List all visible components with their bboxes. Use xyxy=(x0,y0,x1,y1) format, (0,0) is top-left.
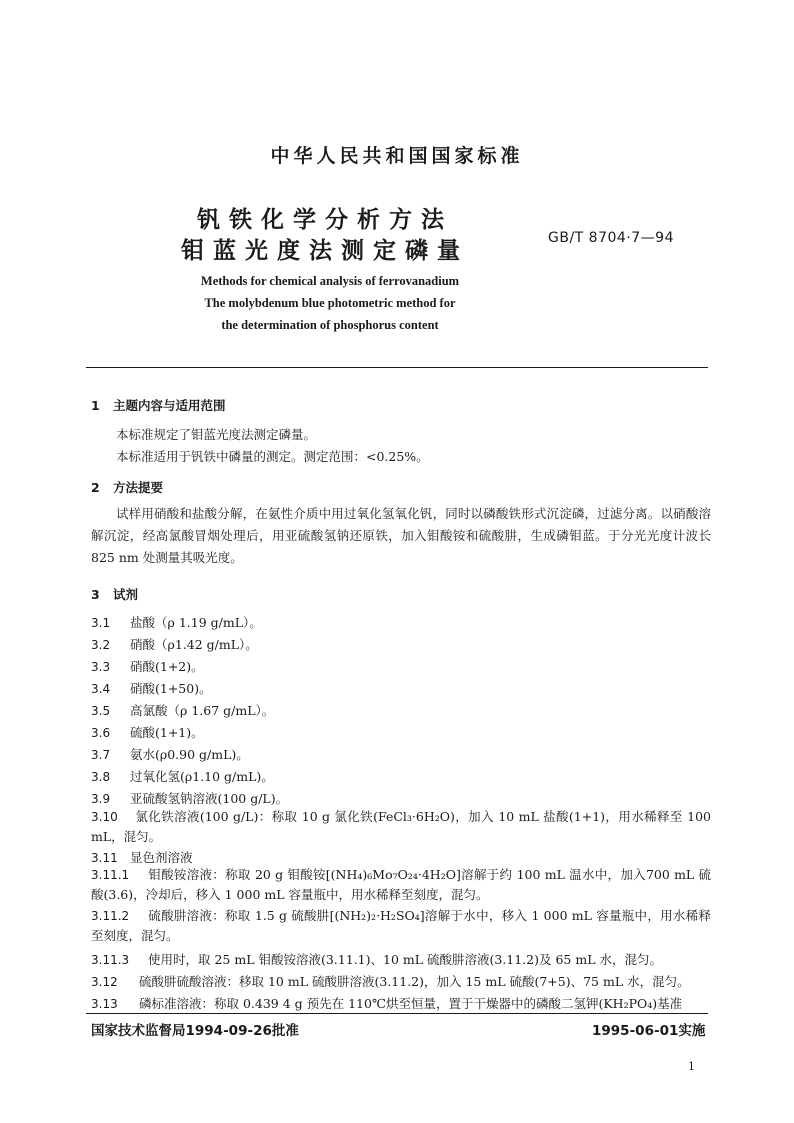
reagent-number: 3.2 xyxy=(91,638,111,652)
reagent-item-3-13 xyxy=(91,994,682,1012)
section-1-line-1: 本标准规定了钼蓝光度法测定磷量。 xyxy=(116,427,317,442)
reagent-number: 3.6 xyxy=(91,726,111,740)
title-line-1: 钒铁化学分析方法 xyxy=(197,207,453,233)
reagent-number: 3.12 xyxy=(91,975,118,989)
reagent-number: 3.7 xyxy=(91,748,111,762)
reagent-number: 3.11.2 xyxy=(91,909,130,923)
english-title-line-1: Methods for chemical analysis of ferrovanadium xyxy=(200,274,460,288)
reagent-item-3-11-3 xyxy=(91,950,662,968)
reagent-item-3-11 xyxy=(91,848,193,866)
reagent-text: 磷标准溶液：称取 0.439 4 g 预先在 110℃烘至恒量，置于干燥器中的磷酸二氢钾(KH₂PO₄)基准 xyxy=(139,996,683,1011)
section-1-number: 1 xyxy=(91,398,100,413)
reagent-item xyxy=(91,679,212,697)
reagent-item xyxy=(91,635,258,653)
section-1-heading xyxy=(91,396,226,414)
reagent-number: 3.1 xyxy=(91,616,111,630)
reagent-text: 高氯酸（ρ 1.67 g/mL）。 xyxy=(130,703,275,718)
section-2-title: 方法提要 xyxy=(113,480,164,495)
reagent-text: 硫酸肼溶液：称取 1.5 g 硫酸肼[(NH₂)₂·H₂SO₄]溶解于水中，移入 1 000 mL 容量瓶中，用水稀释至刻度，混匀。 xyxy=(91,908,711,943)
national-standard-heading: 中华人民共和国国家标准 xyxy=(270,145,524,167)
section-1-title: 主题内容与适用范围 xyxy=(113,398,226,413)
english-title-line-3: the determination of phosphorus content xyxy=(221,318,439,332)
title-line-2: 钼蓝光度法测定磷量 xyxy=(181,238,469,264)
reagent-text: 硝酸(1+50)。 xyxy=(130,681,212,696)
reagent-item xyxy=(91,613,262,631)
page-number: 1 xyxy=(688,1060,695,1073)
reagent-number: 3.11.3 xyxy=(91,953,130,967)
reagent-text: 硫酸(1+1)。 xyxy=(130,725,204,740)
reagent-item-3-10 xyxy=(91,807,711,847)
section-3-heading xyxy=(91,585,138,603)
reagent-text: 亚硫酸氢钠溶液(100 g/L)。 xyxy=(130,791,289,806)
reagent-item xyxy=(91,745,249,763)
section-2-number: 2 xyxy=(91,480,100,495)
section-2-heading xyxy=(91,478,163,496)
reagent-number: 3.4 xyxy=(91,682,111,696)
reagent-number: 3.11 xyxy=(91,851,118,865)
reagent-item-3-11-2 xyxy=(91,906,711,946)
reagent-text: 硝酸(1+2)。 xyxy=(130,659,204,674)
reagent-item-3-11-1 xyxy=(91,865,711,905)
reagent-number: 3.8 xyxy=(91,770,111,784)
reagent-item-3-12 xyxy=(91,972,690,990)
reagent-item xyxy=(91,657,204,675)
reagent-text: 氯化铁溶液(100 g/L)：称取 10 g 氯化铁(FeCl₃·6H₂O)，加入 10 mL 盐酸(1+1)，用水稀释至 100 mL，混匀。 xyxy=(91,809,711,844)
reagent-number: 3.3 xyxy=(91,660,111,674)
standard-number: GB/T 8704·7—94 xyxy=(548,230,674,246)
reagent-number: 3.9 xyxy=(91,792,111,806)
footer-rule xyxy=(86,1013,708,1014)
reagent-item xyxy=(91,723,204,741)
reagent-text: 硫酸肼硫酸溶液：移取 10 mL 硫酸肼溶液(3.11.2)，加入 15 mL 硫酸(7+5)、75 mL 水，混匀。 xyxy=(139,974,690,989)
section-2-paragraph: 试样用硝酸和盐酸分解，在氨性介质中用过氧化氢氧化钒，同时以磷酸铁形式沉淀磷，过滤分离。以硝酸溶解沉淀，经高氯酸冒烟处理后，用亚硫酸氢钠还原铁，加入钼酸铵和硫酸肼，生成磷钼蓝。于分光光度计波长 825 nm 处测量其吸光度。 xyxy=(91,506,711,565)
reagent-text: 硝酸（ρ1.42 g/mL）。 xyxy=(130,637,258,652)
reagent-text: 钼酸铵溶液：称取 20 g 钼酸铵[(NH₄)₆Mo₇O₂₄·4H₂O]溶解于约 100 mL 温水中，加入700 mL 硫酸(3.6)，冷却后，移入 1 000 mL 容量瓶中，用水稀释至刻度，混匀。 xyxy=(91,867,711,902)
reagent-number: 3.10 xyxy=(91,810,118,824)
reagent-number: 3.13 xyxy=(91,997,118,1011)
reagent-text: 盐酸（ρ 1.19 g/mL）。 xyxy=(130,615,262,630)
reagent-item xyxy=(91,767,274,785)
reagent-item xyxy=(91,789,288,807)
reagent-text: 过氧化氢(ρ1.10 g/mL)。 xyxy=(130,769,274,784)
approval-date: 国家技术监督局1994-09-26批准 xyxy=(91,1023,299,1039)
section-1-line-2: 本标准适用于钒铁中磷量的测定。测定范围：<0.25%。 xyxy=(116,449,429,464)
effective-date: 1995-06-01实施 xyxy=(592,1023,706,1039)
section-3-number: 3 xyxy=(91,587,100,602)
reagent-text: 使用时，取 25 mL 钼酸铵溶液(3.11.1)、10 mL 硫酸肼溶液(3.11.2)及 65 mL 水，混匀。 xyxy=(148,952,662,967)
section-3-title: 试剂 xyxy=(113,587,139,602)
reagent-number: 3.5 xyxy=(91,704,111,718)
header-rule xyxy=(86,367,708,368)
reagent-text: 显色剂溶液 xyxy=(130,850,193,865)
reagent-text: 氨水(ρ0.90 g/mL)。 xyxy=(130,747,249,762)
reagent-item xyxy=(91,701,274,719)
reagent-number: 3.11.1 xyxy=(91,868,130,882)
english-title-line-2: The molybdenum blue photometric method for xyxy=(204,296,456,310)
